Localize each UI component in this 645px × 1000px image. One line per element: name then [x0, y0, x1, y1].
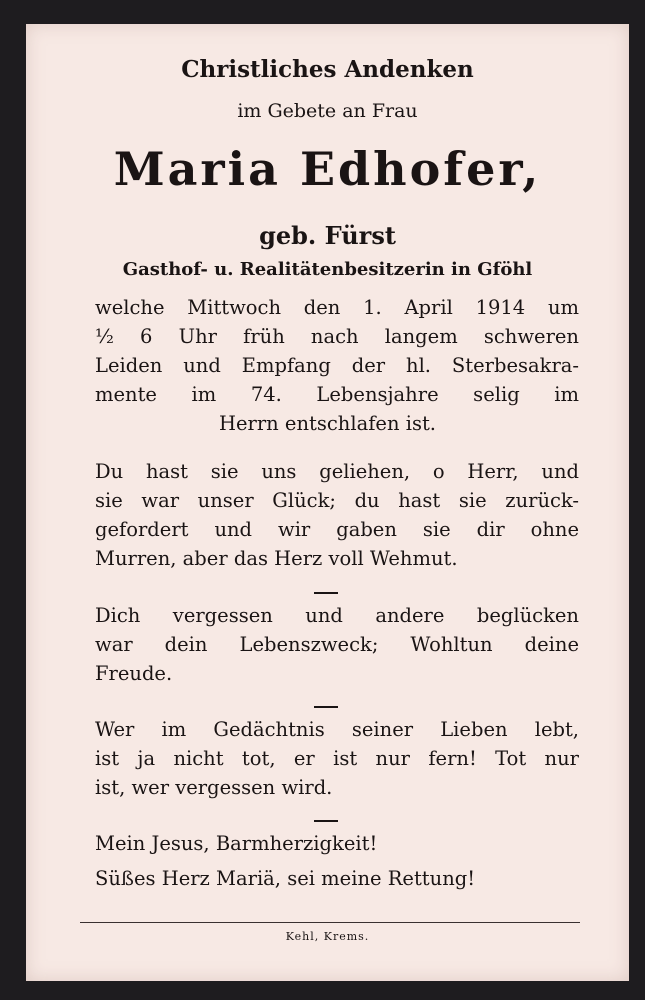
maiden-name: geb. Fürst	[259, 221, 396, 250]
section-divider	[314, 592, 338, 594]
verse-line: Du hast sie uns geliehen, o Herr, und	[95, 460, 579, 483]
card-title: Christliches Andenken	[181, 56, 474, 83]
obituary-line: ½ 6 Uhr früh nach langem schweren	[95, 325, 579, 348]
card-subtitle: im Gebete an Frau	[237, 100, 418, 122]
deceased-name: Maria Edhofer,	[113, 142, 542, 196]
memorial-card	[26, 24, 629, 981]
verse-line: Wer im Gedächtnis seiner Lieben lebt,	[95, 718, 579, 741]
verse-line: gefordert und wir gaben sie dir ohne	[95, 518, 579, 541]
prayer-line: Mein Jesus, Barmherzigkeit!	[95, 832, 378, 855]
verse-line: Dich vergessen und andere beglücken	[95, 604, 579, 627]
obituary-line: welche Mittwoch den 1. April 1914 um	[95, 296, 579, 319]
verse-line: war dein Lebenszweck; Wohltun deine	[95, 633, 579, 656]
verse-line: ist ja nicht tot, er ist nur fern! Tot nur	[95, 747, 579, 770]
verse-line: ist, wer vergessen wird.	[95, 776, 333, 799]
prayer-line: Süßes Herz Mariä, sei meine Rettung!	[95, 867, 476, 890]
obituary-line: Leiden und Empfang der hl. Sterbesakra-	[95, 354, 579, 377]
verse-line: sie war unser Glück; du hast sie zurück-	[95, 489, 579, 512]
verse-line: Murren, aber das Herz voll Wehmut.	[95, 547, 458, 570]
obituary-line: Herrn entschlafen ist.	[218, 412, 437, 435]
obituary-line: mente im 74. Lebensjahre selig im	[95, 383, 579, 406]
verse-line: Freude.	[95, 662, 173, 685]
section-divider	[314, 820, 338, 822]
footer-rule	[80, 922, 580, 923]
printer-imprint: Kehl, Krems.	[285, 930, 370, 943]
section-divider	[314, 706, 338, 708]
occupation: Gasthof- u. Realitätenbesitzerin in Gföhl	[122, 259, 533, 280]
